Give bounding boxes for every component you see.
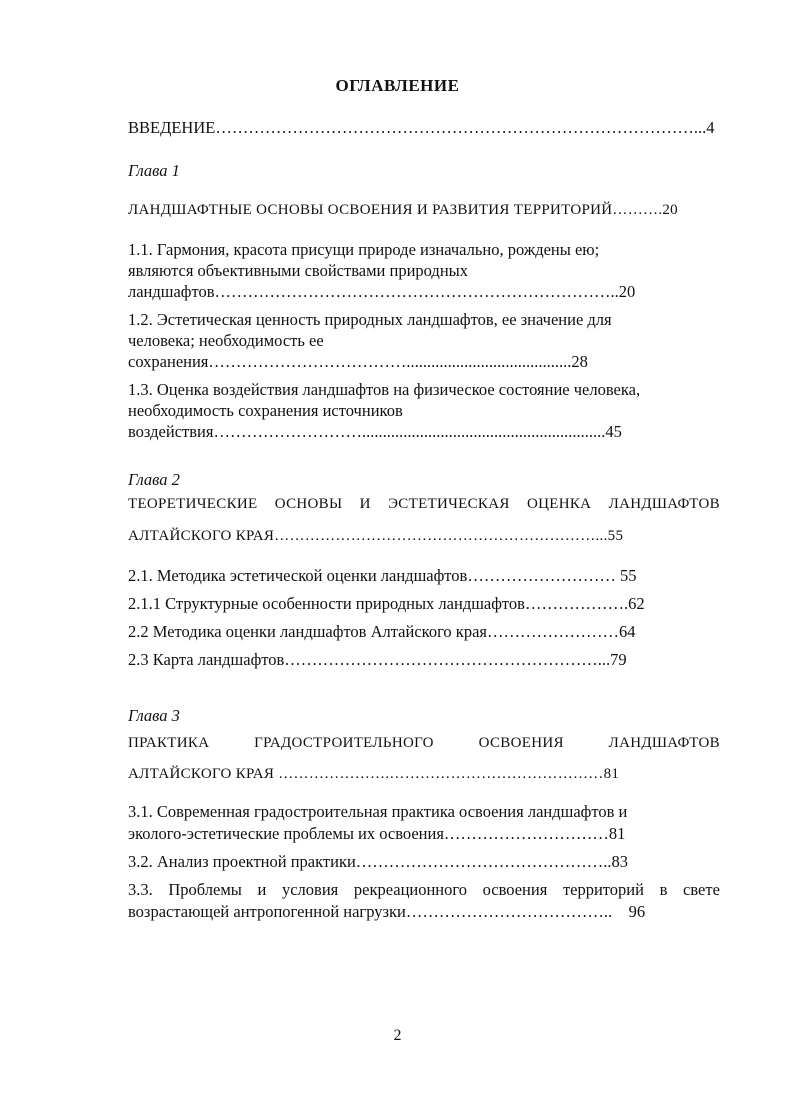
toc-1-2-line2: человека; необходимость ее <box>128 331 324 350</box>
toc-word: территорий <box>562 880 644 899</box>
toc-intro: ВВЕДЕНИЕ……………………………………………………………………………...4 <box>128 118 715 137</box>
toc-word: рекреационного <box>353 880 467 899</box>
toc-word: и <box>257 880 267 899</box>
chapter2-label: Глава 2 <box>128 470 180 489</box>
page-number: 2 <box>393 1027 402 1044</box>
toc-3-3-line2: возрастающей антропогенной нагрузки……………………………….. 96 <box>128 902 646 921</box>
toc-1-3-line3: воздействия………………………...........................................................45 <box>128 422 622 441</box>
chapter3-heading-line2: АЛТАЙСКОГО КРАЯ ………………….……………………………………81 <box>128 766 620 782</box>
chapter1-label: Глава 1 <box>128 161 180 180</box>
toc-2-1: 2.1. Методика эстетической оценки ландшафтов……………………… 55 <box>128 566 637 585</box>
heading-word: ОСНОВЫ <box>274 496 343 512</box>
heading-word: ГРАДОСТРОИТЕЛЬНОГО <box>254 735 434 751</box>
chapter3-label: Глава 3 <box>128 706 180 725</box>
heading-word: ПРАКТИКА <box>128 735 210 751</box>
toc-word: освоения <box>482 880 548 899</box>
toc-word: 3.3. <box>128 880 153 899</box>
toc-3-2: 3.2. Анализ проектной практики………………………………………..83 <box>128 852 629 871</box>
toc-2-3: 2.3 Карта ландшафтов…………………………………………………...79 <box>128 650 627 669</box>
toc-1-1-line2: являются объективными свойствами природных <box>128 261 468 280</box>
toc-word: в <box>659 880 668 899</box>
heading-word: И <box>359 496 371 512</box>
toc-word: условия <box>281 880 339 899</box>
toc-3-1-line1: 3.1. Современная градостроительная практика освоения ландшафтов и <box>128 802 628 821</box>
toc-1-1-line1: 1.1. Гармония, красота присущи природе изначально, рождены ею; <box>128 240 600 259</box>
heading-word: ОСВОЕНИЯ <box>478 735 564 751</box>
toc-1-2-line1: 1.2. Эстетическая ценность природных ландшафтов, ее значение для <box>128 310 612 329</box>
toc-1-2-line3: сохранения………………………………........................................28 <box>128 352 588 371</box>
heading-word: ОЦЕНКА <box>526 496 592 512</box>
heading-word: ЛАНДШАФТОВ <box>608 496 720 512</box>
toc-2-1-1: 2.1.1 Структурные особенности природных ландшафтов……………….62 <box>128 594 645 613</box>
toc-word: свете <box>683 880 720 899</box>
toc-2-2: 2.2 Методика оценки ландшафтов Алтайского края……………………64 <box>128 622 636 641</box>
chapter1-heading: ЛАНДШАФТНЫЕ ОСНОВЫ ОСВОЕНИЯ И РАЗВИТИЯ ТЕРРИТОРИЙ……….20 <box>128 202 678 218</box>
heading-word: ЭСТЕТИЧЕСКАЯ <box>388 496 510 512</box>
chapter3-heading-line1 <box>128 735 720 752</box>
heading-word: ЛАНДШАФТОВ <box>608 735 720 751</box>
toc-3-3-line1 <box>128 880 720 900</box>
page-title: ОГЛАВЛЕНИЕ <box>335 76 460 95</box>
toc-3-1-line2: эколого-эстетические проблемы их освоения…………………………81 <box>128 824 626 843</box>
toc-1-3-line2: необходимость сохранения источников <box>128 401 403 420</box>
heading-word: ТЕОРЕТИЧЕСКИЕ <box>128 496 258 512</box>
chapter2-heading-line2: АЛТАЙСКОГО КРАЯ………………………………………………………...55 <box>128 528 624 544</box>
chapter2-heading-line1 <box>128 496 720 513</box>
toc-1-1-line3: ландшафтов………………………………………………………………..20 <box>128 282 636 301</box>
toc-1-3-line1: 1.3. Оценка воздействия ландшафтов на физическое состояние человека, <box>128 380 641 399</box>
toc-word: Проблемы <box>168 880 242 899</box>
